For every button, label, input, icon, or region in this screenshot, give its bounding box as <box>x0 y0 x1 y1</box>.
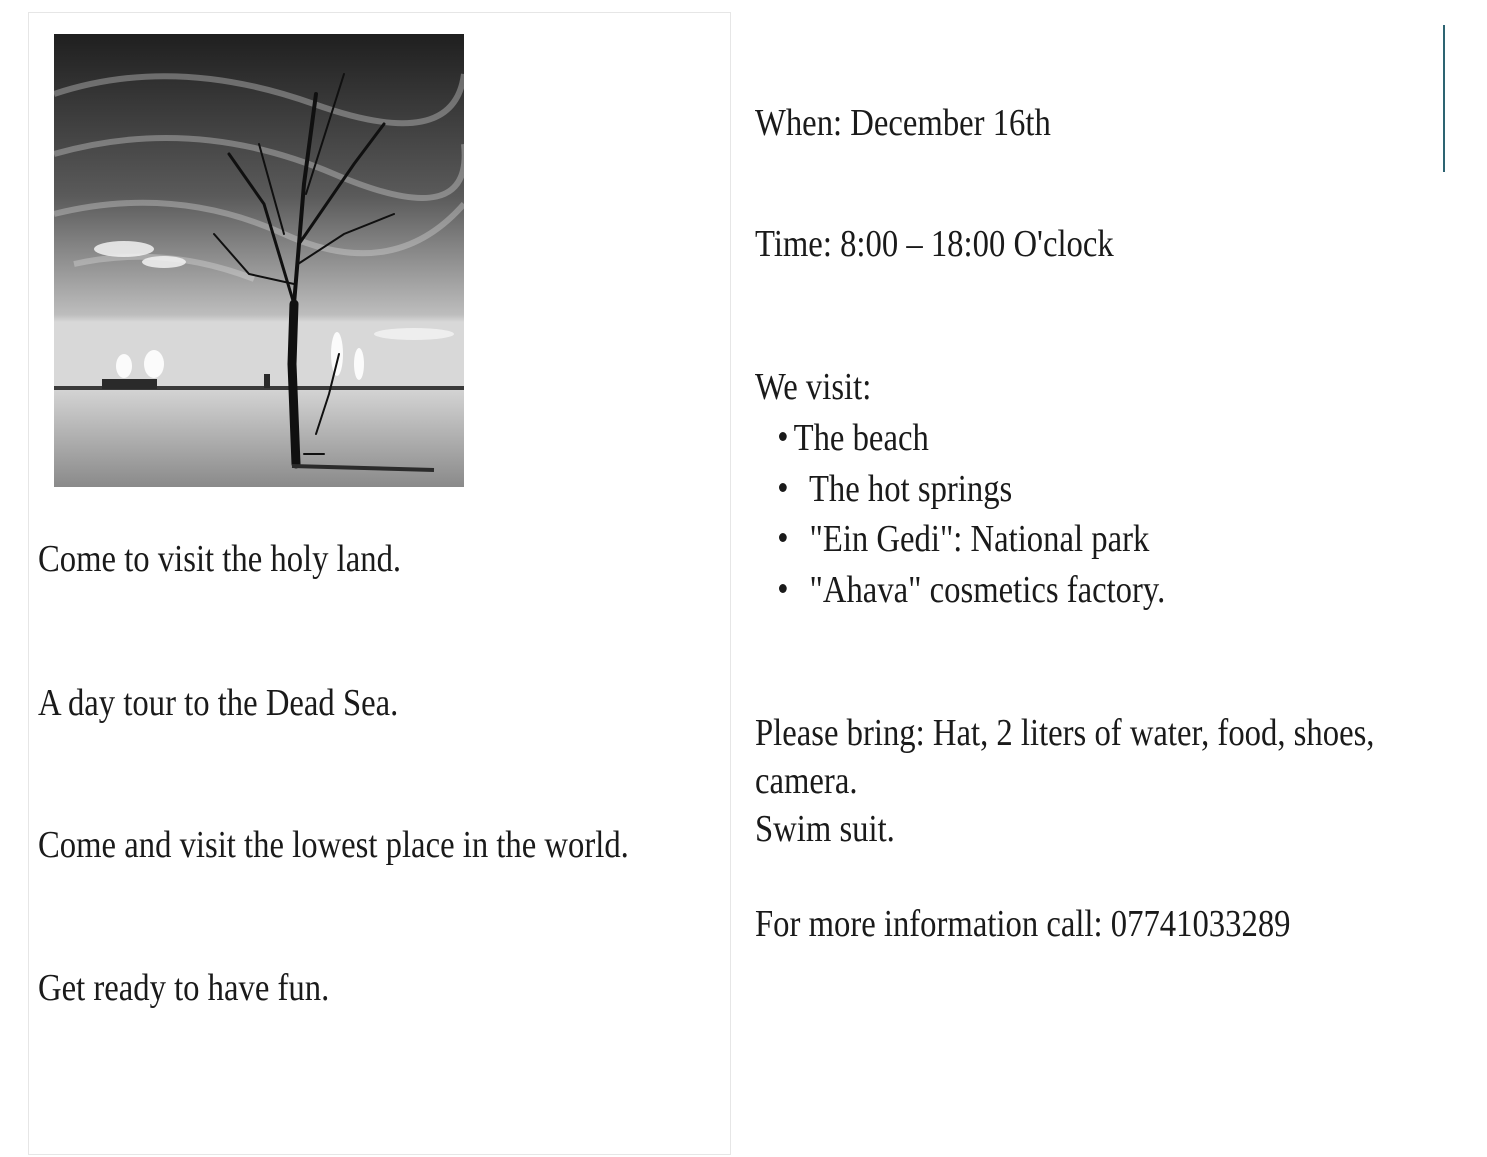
bring-list-line3: Swim suit. <box>755 808 895 850</box>
visit-item <box>779 571 1165 609</box>
visit-item-label: "Ein Gedi": National park <box>801 518 1150 560</box>
bullet-icon <box>779 483 787 492</box>
contact-info: For more information call: 07741033289 <box>755 903 1291 945</box>
dead-tree-photo <box>54 34 464 487</box>
visit-item-label: The beach <box>793 417 929 459</box>
tagline-holy-land: Come to visit the holy land. <box>38 538 402 580</box>
flyer-left-panel <box>28 12 731 1155</box>
visit-item-label: "Ahava" cosmetics factory. <box>801 569 1166 611</box>
visit-item <box>779 520 1149 558</box>
visit-heading: We visit: <box>755 366 872 408</box>
event-time: Time: 8:00 – 18:00 O'clock <box>755 223 1114 265</box>
visit-item <box>779 419 929 457</box>
bullet-icon <box>779 432 787 441</box>
bring-list-line2: camera. <box>755 760 858 802</box>
bullet-icon <box>779 584 787 593</box>
tagline-dead-sea-tour: A day tour to the Dead Sea. <box>38 682 399 724</box>
visit-item-label: The hot springs <box>801 468 1013 510</box>
tagline-get-ready: Get ready to have fun. <box>38 967 330 1009</box>
bullet-icon <box>779 533 787 542</box>
page-edge-divider <box>1443 25 1445 172</box>
bring-list-line1: Please bring: Hat, 2 liters of water, food, shoes, <box>755 712 1375 754</box>
tagline-lowest-place: Come and visit the lowest place in the world. <box>38 824 629 866</box>
visit-item <box>779 470 1012 508</box>
event-date: When: December 16th <box>755 102 1051 144</box>
